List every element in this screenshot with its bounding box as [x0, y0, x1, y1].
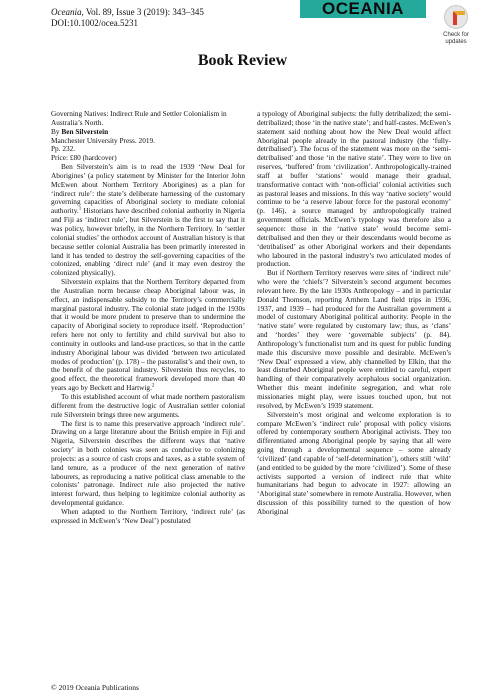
footnote-marker[interactable]: 1	[78, 206, 82, 212]
check-for-updates-label: Check for updates	[443, 32, 469, 45]
footnote-marker[interactable]: 2	[151, 383, 155, 389]
review-paragraph: When adapted to the Northern Territory, ‘indirect rule’ (as expressed in McEwen’s ‘New Deal’) postulated	[51, 506, 245, 525]
book-pages: Pp. 232.	[51, 144, 76, 154]
check-for-updates-badge[interactable]	[440, 5, 472, 53]
review-paragraph: To this established account of what made northern pastoralism different from the destructive logic of Australian settler colonial rule Silverstein brings three new arguments.	[51, 392, 245, 419]
journal-name: Oceania	[51, 7, 82, 17]
book-price: Price: £80 (hardcover)	[51, 153, 117, 163]
review-paragraph: Silverstein’s most original and welcome exploration is to compare McEwen’s ‘indirect rule’ proposal with policy visions offered by contemporary southern Aboriginal activists. They too differentiated among Aboriginal people by saying that all were going through a developmental sequence – some already ‘civilized’ (and capable of ‘self-determination’), others still ‘wild’ (and entitled to be guided by the more ‘civilized’). Some of these activists supported a version of indirect rule that white humanitarians had begun to advocate in 1927: allowing an ‘Aboriginal state’ somewhere in remote Australia. However, when discussion of this possibility turned to the question of how Aboriginal	[257, 409, 451, 516]
copyright-footer: © 2019 Oceania Publications	[51, 683, 139, 692]
review-paragraph: But if Northern Territory reserves were sites of ‘indirect rule’ who were the ‘chiefs’? Silverstein’s second argument becomes relevant here. By the late 1930s Anthropology – and in particular Donald Thomson, reporting Arnhem Land field trips in 1936, 1937, and 1939 – had produced for the Australian government a model of customary Aboriginal political authority. People in the ‘native state’ were regulated by customary law; thus, as ‘clans’ and ‘hordes’ they were ‘governable subjects’ (p. 84). Anthropology’s functionalist turn and its quest for public funding made this discursive move possible and desirable. McEwen’s ‘New Deal’ expressed a view, ably channelled by Elkin, that the least disturbed Aboriginal people were entitled to careful, expert handling of their comparatively acephalous social organization. Whether this meant indefinite segregation, and what role missionaries might play, were issues touched upon, but not resolved, by McEwen’s 1939 statement.	[257, 268, 451, 410]
bookmark-icon	[453, 11, 465, 25]
review-paragraph: Silverstein explains that the Northern Territory departed from the Australian norm because cheap Aboriginal labour was, in effect, an indispensable subsidy to the Territory’s commercially marginal pastoral industry. The colonial state judged in the 1930s that it would be more prudent to preserve than to undermine the capacity of Aboriginal society to reproduce itself. ‘Reproduction’ refers here not only to fertility and child survival but also to continuity in outlooks and land-use practices, so that in the cattle industry Aboriginal labour was divided ‘between two articulated modes of production’ (p. 178) – the pastoralist’s and their own, to the benefit of the pastoral industry. Silverstein thus recycles, to good effect, the theoretical framework developed more than 40 years ago by Beckett and Hartwig.$^2$	[51, 277, 245, 393]
book-details	[51, 110, 245, 163]
book-publisher: Manchester University Press. 2019.	[51, 135, 155, 145]
by-label: By	[51, 126, 62, 136]
journal-issue: , Vol. 89, Issue 3 (2019): 343–345	[81, 7, 204, 17]
left-column	[51, 110, 245, 526]
review-paragraph: Ben Silverstein’s aim is to read the 1939 ‘New Deal for Aborigines’ (a policy statement by Minister for the Interior John McEwen about Northern Territory Aborigines) as a plan for ‘indirect rule’: the state’s deliberate harnessing of the customary governing capacities of Aboriginal society to mediate colonial authority.$^1$ Historians have described colonial authority in Nigeria and Fiji as ‘indirect rule’, but Silverstein is the first to say that it was policy, however briefly, in the Northern Territory. In ‘settler colonial studies’ the orthodox account of Australian history is that because settler colonial Australia has been primarily interested in land it has tended to destroy the self-governing capacities of the colonized, enabling ‘direct rule’ (and it may even destroy the colonized physically).	[51, 162, 245, 278]
journal-citation	[51, 7, 204, 18]
book-title: Governing Natives: Indirect Rule and Settler Colonialism in Australia’s North.	[51, 109, 227, 127]
masthead	[0, 0, 485, 60]
right-column	[257, 110, 451, 517]
page-title: Book Review	[197, 52, 288, 69]
review-paragraph: a typology of Aboriginal subjects: the fully detribalized; the semi-detribalized; those ‘in the native state’; and half-castes. McEwen’s statement said nothing about how the New Deal would affect Aboriginal people already in the pastoral industry (the ‘fully-detribalised’). The focus of the statement was more on the ‘semi-detribalised’ and those ‘in the native state’. They were to live on reserves, ‘buffered’ from ‘civilization’. Anthropologically-trained staff at buffer ‘stations’ would manage their gradual, transformative contact with ‘non-official’ colonial activities such as pastoral leases and missions. In this way ‘native society’ would continue to be ‘a reserve labour force for the pastoral economy’ (p. 146), a source managed by anthropologically trained government officials. McEwen’s typology was therefore also a sequence: those in the ‘native state’ would become semi-detribalised and then they or their descendants would become as ‘detribalised’ as other Aboriginal workers and their dependants who laboured in the pastoral industry’s two articulated modes of production.	[257, 109, 451, 269]
review-paragraph: The first is to name this preservative approach ‘indirect rule’. Drawing on a large literature about the British empire in Fiji and Nigeria, Silverstein describes the different ways that ‘native society’ in both colonies was seen as conducive to colonizing projects: as a source of cash crops and taxes, as a stable system of land tenure, as a producer of the next generation of native labourers, as reproducing a native political class amenable to the colonists’ patronage. Indirect rule also projected the native interest forward, thus helping to legitimize colonial authority as developmental guidance.	[51, 418, 245, 508]
doi[interactable]: DOI:10.1002/ocea.5231	[51, 18, 138, 28]
check-for-updates-icon	[444, 5, 468, 29]
journal-logo: OCEANIA	[300, 0, 426, 18]
book-author: Ben Silverstein	[61, 126, 109, 136]
